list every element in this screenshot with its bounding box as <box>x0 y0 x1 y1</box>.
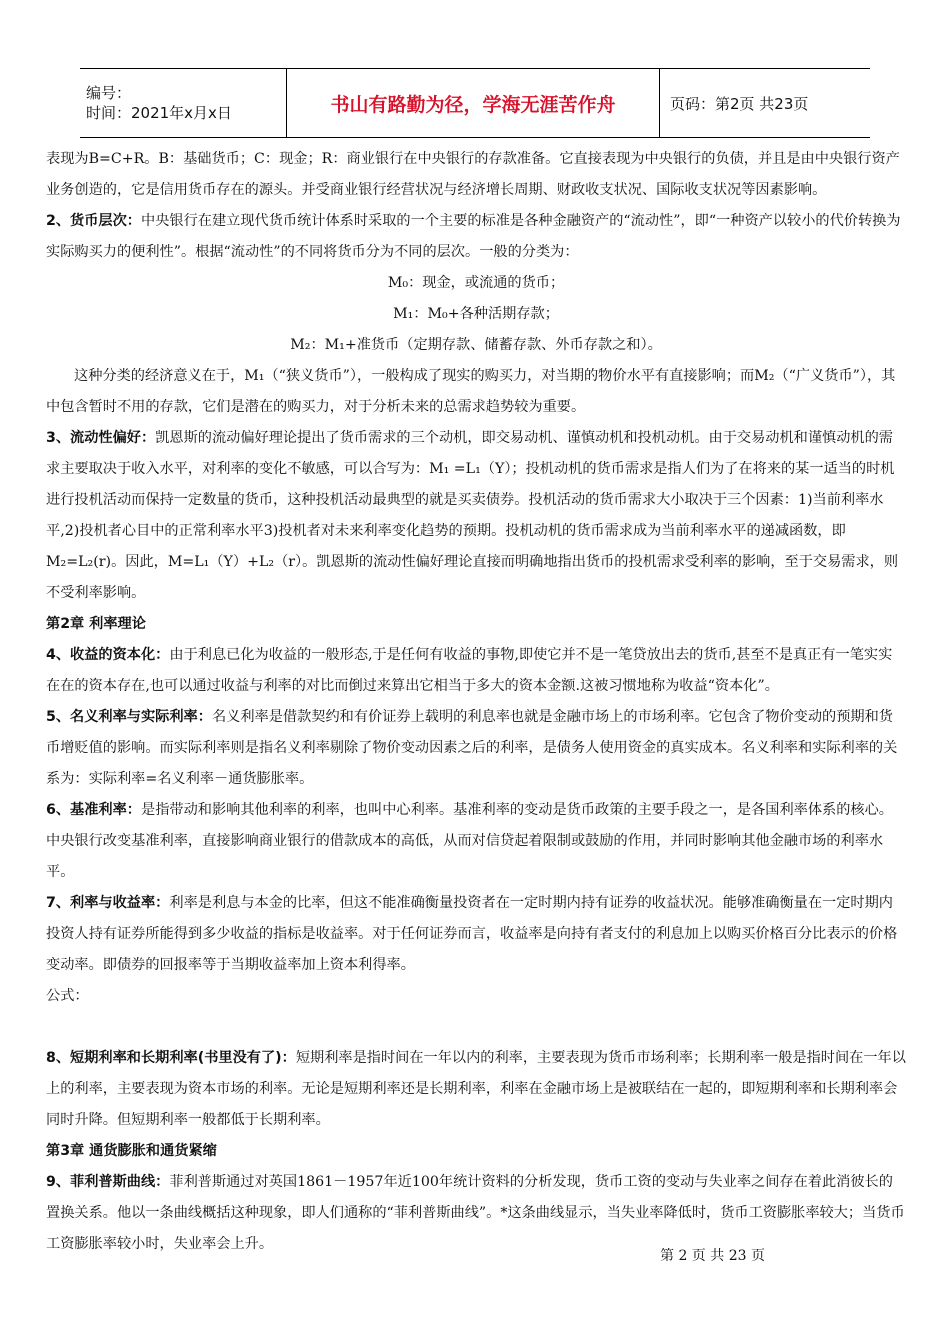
paragraph <box>46 702 906 795</box>
term-title: 6、基准利率： <box>46 802 141 818</box>
term-title: 2、货币层次： <box>46 213 141 229</box>
term-title: 5、名义利率与实际利率： <box>46 709 212 725</box>
term-title: 7、利率与收益率： <box>46 895 170 911</box>
paragraph-text: 中央银行在建立现代货币统计体系时采取的一个主要的标准是各种金融资产的“流动性”，即“一种资产以较小的代价转换为实际购买力的便利性”。根据“流动性”的不同将货币分为不同的层次。一般的分类为： <box>46 213 901 260</box>
page-header <box>80 68 870 138</box>
paragraph <box>46 1167 906 1260</box>
paragraph <box>46 423 906 609</box>
document-time-label: 时间：2021年x月x日 <box>86 104 232 122</box>
term-title: 3、流动性偏好： <box>46 430 156 446</box>
paragraph-text: M₁：M₀+各种活期存款； <box>393 306 559 322</box>
paragraph-text: 名义利率是借款契约和有价证券上载明的利息率也就是金融市场上的市场利率。它包含了物价变动的预期和货币增贬值的影响。而实际利率则是指名义利率剔除了物价变动因素之后的利率，是债务人使用资金的真实成本。名义利率和实际利率的关系为：实际利率=名义利率－通货膨胀率。 <box>46 709 898 787</box>
chapter-heading: 第2章 利率理论 <box>46 616 146 632</box>
term-title: 8、短期利率和长期利率(书里没有了)： <box>46 1050 296 1066</box>
paragraph-text: 由于利息已化为收益的一般形态,于是任何有收益的事物,即使它并不是一笔贷放出去的货币,甚至不是真正有一笔实实在在的资本存在,也可以通过收益与利率的对比而倒过来算出它相当于多大的资本金额.这被习惯地称为收益“资本化”。 <box>46 647 893 694</box>
paragraph-text: M₂：M₁+准货币（定期存款、储蓄存款、外币存款之和）。 <box>290 337 662 353</box>
paragraph <box>46 144 906 206</box>
paragraph <box>46 299 906 330</box>
paragraph <box>46 1043 906 1136</box>
chapter-heading: 第3章 通货膨胀和通货紧缩 <box>46 1143 217 1159</box>
paragraph-text: 菲利普斯通过对英国1861－1957年近100年统计资料的分析发现，货币工资的变动与失业率之间存在着此消彼长的置换关系。他以一条曲线概括这种现象，即人们通称的“菲利普斯曲线”。*这条曲线显示，当失业率降低时，货币工资膨胀率较大；当货币工资膨胀率较小时，失业率会上升。 <box>46 1174 905 1252</box>
paragraph <box>46 268 906 299</box>
paragraph-text: 利率是利息与本金的比率，但这不能准确衡量投资者在一定时期内持有证券的收益状况。能够准确衡量在一定时期内投资人持有证券所能得到多少收益的指标是收益率。对于任何证券而言，收益率是向持有者支付的利息加上以购买价格百分比表示的价格变动率。即债券的回报率等于当期收益率加上资本利得率。 <box>46 895 898 973</box>
header-motto-cell <box>286 69 660 137</box>
paragraph-text: 这种分类的经济意义在于，M₁（“狭义货币”），一般构成了现实的购买力，对当期的物价水平有直接影响；而M₂（“广义货币”），其中包含暂时不用的存款，它们是潜在的购买力，对于分析未来的总需求趋势较为重要。 <box>46 368 896 415</box>
document-body <box>46 144 906 1260</box>
paragraph <box>46 330 906 361</box>
header-page-label: 页码：第2页 共23页 <box>670 94 809 113</box>
header-page-cell <box>660 69 870 137</box>
paragraph <box>46 981 906 1012</box>
paragraph-text: 是指带动和影响其他利率的利率，也叫中心利率。基准利率的变动是货币政策的主要手段之一，是各国利率体系的核心。中央银行改变基准利率，直接影响商业银行的借款成本的高低，从而对信贷起着限制或鼓励的作用，并同时影响其他金融市场的利率水平。 <box>46 802 893 880</box>
paragraph-text: 凯恩斯的流动偏好理论提出了货币需求的三个动机，即交易动机、谨慎动机和投机动机。由于交易动机和谨慎动机的需求主要取决于收入水平，对利率的变化不敏感，可以合写为：M₁ =L₁（Y）；投机动机的货币需求是指人们为了在将来的某一适当的时机进行投机活动而保持一定数量的货币，这种投机活动最典型的就是买卖债券。投机活动的货币需求大小取决于三个因素：1)当前利率水平,2)投机者心目中的正常利率水平3)投机者对未来利率变化趋势的预期。投机动机的货币需求成为当前利率水平的递减函数，即M₂=L₂(r)。因此，M=L₁（Y）+L₂（r）。凯恩斯的流动性偏好理论直接而明确地指出货币的投机需求受利率的影响，至于交易需求，则不受利率影响。 <box>46 430 899 601</box>
blank-line <box>46 1012 906 1043</box>
term-title: 9、菲利普斯曲线： <box>46 1174 170 1190</box>
paragraph-text: 短期利率是指时间在一年以内的利率，主要表现为货币市场利率；长期利率一般是指时间在一年以上的利率，主要表现为资本市场的利率。无论是短期利率还是长期利率，利率在金融市场上是被联结在一起的，即短期利率和长期利率会同时升降。但短期利率一般都低于长期利率。 <box>46 1050 906 1128</box>
paragraph <box>46 795 906 888</box>
paragraph <box>46 640 906 702</box>
header-motto: 书山有路勤为径，学海无涯苦作舟 <box>330 93 616 116</box>
paragraph-text: 公式： <box>46 988 89 1004</box>
header-left-cell <box>80 69 286 137</box>
page-footer: 第 2 页 共 23 页 <box>660 1248 765 1264</box>
term-title: 4、收益的资本化： <box>46 647 170 663</box>
paragraph <box>46 361 906 423</box>
paragraph-text: 表现为B=C+R。B：基础货币；C：现金；R：商业银行在中央银行的存款准备。它直接表现为中央银行的负债，并且是由中央银行资产业务创造的，它是信用货币存在的源头。并受商业银行经营状况与经济增长周期、财政收支状况、国际收支状况等因素影响。 <box>46 151 900 198</box>
paragraph <box>46 888 906 981</box>
paragraph-text: M₀：现金，或流通的货币； <box>387 275 565 291</box>
document-number-label: 编号： <box>86 84 132 102</box>
paragraph <box>46 206 906 268</box>
